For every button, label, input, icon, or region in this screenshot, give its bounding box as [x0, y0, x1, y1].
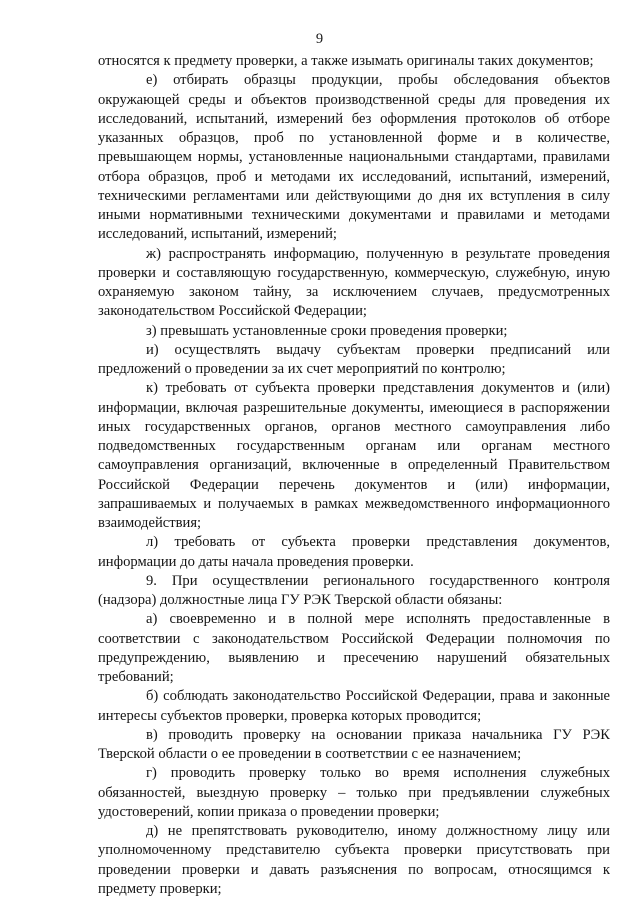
paragraph-item-z: з) превышать установленные сроки проведения проверки;	[146, 322, 508, 339]
document-body	[98, 52, 610, 899]
paragraph-item-e: е) отбирать образцы продукции, пробы обследования объектов окружающей среды и объектов производственной среды для проведения их исследований, испытаний, измерений без оформления протоколов об отборе указанных образцов, проб по установленной форме и в количестве, превышающем нормы, установленные национальными стандартами, правилами отбора образцов, проб и методами их исследований, испытаний, измерений, техническими регламентами или действующими до дня их вступления в силу иными нормативными техническими документами и правилами и методами исследований, испытаний, измерений;	[98, 72, 610, 243]
paragraph-continuation: относятся к предмету проверки, а также изымать оригиналы таких документов;	[98, 53, 594, 69]
paragraph-section-9: 9. При осуществлении регионального государственного контроля (надзора) должностные лица ГУ РЭК Тверской области обязаны:	[98, 572, 610, 608]
paragraph-item-zh: ж) распространять информацию, полученную в результате проведения проверки и составляющую государственную, коммерческую, служебную, иную охраняемую законом тайну, за исключением случаев, предусмотренных законодательством Российской Федерации;	[98, 245, 610, 320]
paragraph-item-v: в) проводить проверку на основании приказа начальника ГУ РЭК Тверской области о ее проведении в соответствии с ее назначением;	[98, 726, 610, 762]
paragraph-item-a: а) своевременно и в полной мере исполнять предоставленные в соответствии с законодательством Российской Федерации полномочия по предупреждению, выявлению и пресечению нарушений обязательных требований;	[98, 611, 610, 685]
paragraph-item-d: д) не препятствовать руководителю, иному должностному лицу или уполномоченному представителю субъекта проверки присутствовать при проведении проверки и давать разъяснения по вопросам, относящимся к предмету проверки;	[98, 823, 610, 897]
paragraph-item-i: и) осуществлять выдачу субъектам проверки предписаний или предложений о проведении за их счет мероприятий по контролю;	[98, 341, 610, 377]
paragraph-item-b: б) соблюдать законодательство Российской Федерации, права и законные интересы субъектов проверки, проверка которых проводится;	[98, 688, 610, 724]
paragraph-item-k: к) требовать от субъекта проверки представления документов и (или) информации, включая разрешительные документы, имеющиеся в распоряжении иных государственных органов, органов местного самоуправления либо подведомственных государственным органам или органам местного самоуправления организаций, включенные в определенный Правительством Российской Федерации перечень документов и (или) информации, запрашиваемых и получаемых в рамках межведомственного информационного взаимодействия;	[98, 380, 610, 531]
paragraph-item-g: г) проводить проверку только во время исполнения служебных обязанностей, выездную проверку – только при предъявлении служебных удостоверений, копии приказа о проведении проверки;	[98, 765, 610, 820]
paragraph-item-l: л) требовать от субъекта проверки представления документов, информации до даты начала проведения проверки.	[98, 534, 610, 570]
page-number: 9	[315, 31, 324, 47]
